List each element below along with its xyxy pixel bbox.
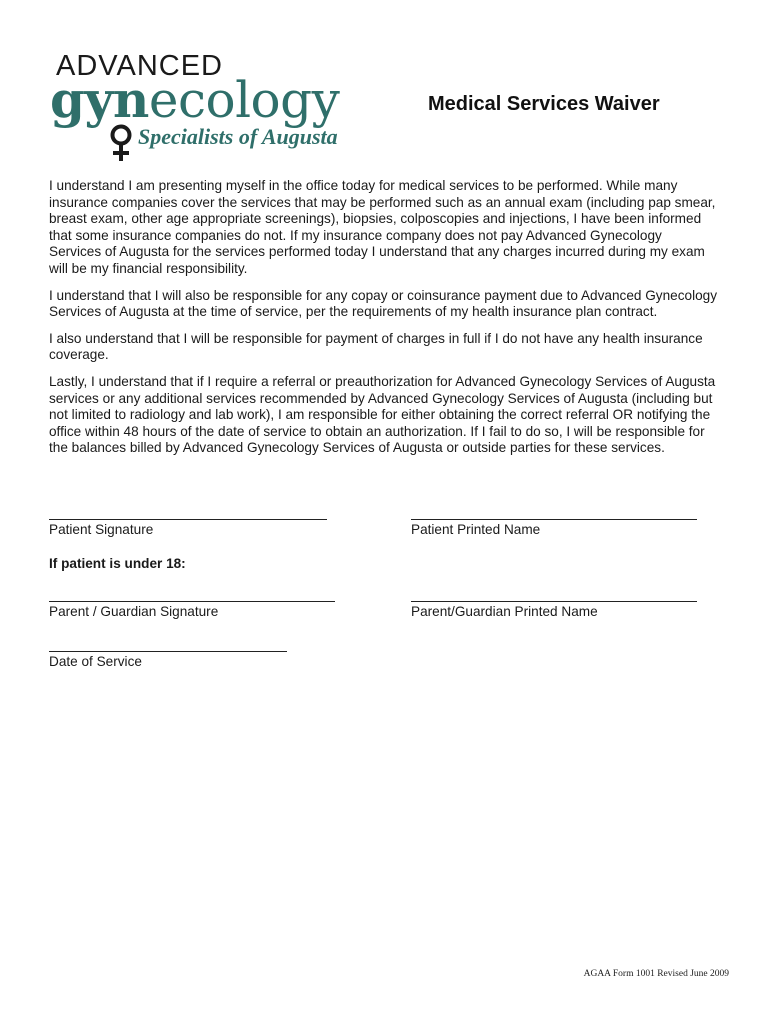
patient-printed-name-line[interactable] bbox=[411, 519, 697, 520]
paragraph-referral: Lastly, I understand that if I require a referral or preauthorization for Advanced Gynecology Services of Augusta services or any additional services recommended by Advanced Gynecology Services of Augusta (including but not limited to radiology and lab work), I am responsible for either obtaining the correct referral OR notifying the office within 48 hours of the date of service to obtain an authorization. If I fail to do so, I will be responsible for the balances billed by Advanced Gynecology Services of Augusta or outside parties for these services. bbox=[49, 373, 716, 456]
date-of-service-line[interactable] bbox=[49, 651, 287, 652]
paragraph-copay: I understand that I will also be responsible for any copay or coinsurance payment due to Advanced Gynecology Services of Augusta at the time of service, per the requirements of my health insurance plan contract. bbox=[49, 287, 718, 320]
minor-heading: If patient is under 18: bbox=[49, 556, 186, 571]
logo-ecology: ecology bbox=[148, 71, 340, 129]
logo-line-advanced: ADVANCED bbox=[56, 50, 223, 82]
form-footer: AGAA Form 1001 Revised June 2009 bbox=[583, 969, 729, 979]
guardian-printed-name-label: Parent/Guardian Printed Name bbox=[411, 604, 598, 619]
patient-printed-name-label: Patient Printed Name bbox=[411, 522, 541, 537]
guardian-printed-name-line[interactable] bbox=[411, 601, 697, 602]
patient-signature-label: Patient Signature bbox=[49, 522, 154, 537]
paragraph-no-insurance: I also understand that I will be responsible for payment of charges in full if I do not have any health insurance coverage. bbox=[49, 330, 703, 363]
logo-line-specialists: Specialists of Augusta bbox=[138, 124, 338, 149]
paragraph-coverage: I understand I am presenting myself in the office today for medical services to be performed. While many insurance companies cover the services that may be performed such as an annual exam (including pap smear, breast exam, other age appropriate screenings), biopsies, colposcopies and injections, I have been informed that some insurance companies do not. If my insurance company does not pay Advanced Gynecology Services of Augusta for the services performed today I understand that any charges incurred during my exam will be my financial responsibility. bbox=[49, 178, 716, 276]
waiver-body bbox=[49, 178, 717, 467]
practice-logo bbox=[50, 46, 396, 164]
logo-line-gynecology bbox=[50, 70, 339, 130]
patient-signature-line[interactable] bbox=[49, 519, 327, 520]
page-title: Medical Services Waiver bbox=[428, 93, 660, 115]
guardian-signature-label: Parent / Guardian Signature bbox=[49, 604, 219, 619]
female-symbol-icon bbox=[108, 124, 134, 162]
date-of-service-label: Date of Service bbox=[49, 654, 142, 669]
guardian-signature-line[interactable] bbox=[49, 601, 335, 602]
logo-gyn: gyn bbox=[50, 70, 149, 129]
